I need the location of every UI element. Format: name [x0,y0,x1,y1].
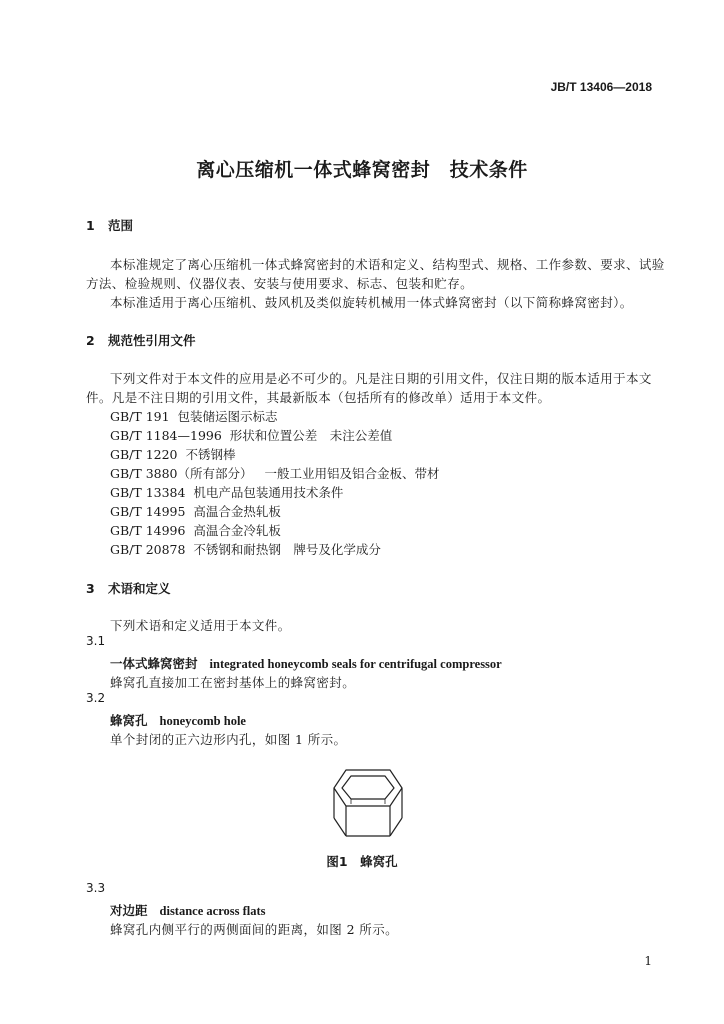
reference-item [110,445,235,463]
section-number: 2 [86,333,95,348]
scope-paragraph-line-1: 本标准规定了离心压缩机一体式蜂窝密封的术语和定义、结构型式、规格、工作参数、要求、试验 [110,257,665,272]
reference-code: GB/T 1184—1996 [110,428,222,443]
section-1-heading [86,216,133,234]
reference-code: GB/T 13384 [110,485,186,500]
terms-intro: 下列术语和定义适用于本文件。 [110,618,291,633]
reference-code: GB/T 3880（所有部分） [110,466,253,481]
reference-code: GB/T 191 [110,409,170,424]
scope-paragraph-2: 本标准适用于离心压缩机、鼓风机及类似旋转机械用一体式蜂窝密封（以下简称蜂窝密封）。 [110,295,633,310]
term-heading [110,654,502,672]
document-title: 离心压缩机一体式蜂窝密封 技术条件 [196,159,528,181]
reference-code: GB/T 1220 [110,447,178,462]
reference-title: 机电产品包装通用技术条件 [193,485,344,500]
reference-code: GB/T 20878 [110,542,186,557]
section-2-heading [86,331,196,349]
term-english: distance across flats [159,904,266,918]
references-intro-line-1: 下列文件对于本文件的应用是必不可少的。凡是注日期的引用文件，仅注日期的版本适用于本文 [110,371,652,386]
reference-item [110,407,278,425]
term-definition: 蜂窝孔内侧平行的两侧面间的距离，如图 2 所示。 [110,922,399,937]
term-english: integrated honeycomb seals for centrifugal compressor [209,657,502,671]
page-number: 1 [644,954,652,968]
term-chinese: 蜂窝孔 [110,713,148,728]
reference-title: 不锈钢和耐热钢 牌号及化学成分 [193,542,381,557]
term-heading [110,901,266,919]
reference-item [110,540,381,558]
figure-1-caption: 图1 蜂窝孔 [326,854,398,869]
reference-title: 包装储运图示标志 [177,409,278,424]
term-chinese: 对边距 [110,903,148,918]
section-number: 3 [86,581,95,596]
term-heading [110,711,246,729]
reference-title: 高温合金冷轧板 [193,523,281,538]
reference-title: 不锈钢棒 [185,447,236,462]
section-title: 规范性引用文件 [108,333,196,348]
term-number: 3.2 [86,691,106,705]
standard-code: JB/T 13406—2018 [550,80,652,94]
term-chinese: 一体式蜂窝密封 [110,656,198,671]
term-english: honeycomb hole [159,714,246,728]
section-3-heading [86,579,171,597]
reference-title: 一般工业用铝及铝合金板、带材 [264,466,440,481]
honeycomb-hole-figure [330,764,410,840]
term-number: 3.3 [86,881,106,895]
term-definition: 蜂窝孔直接加工在密封基体上的蜂窝密封。 [110,675,356,690]
reference-item [110,502,281,520]
reference-item [110,483,343,501]
references-intro-line-2: 件。凡是不注日期的引用文件，其最新版本（包括所有的修改单）适用于本文件。 [86,390,551,405]
hexagon-top-inner [342,776,394,799]
scope-paragraph-line-2: 方法、检验规则、仪器仪表、安装与使用要求、标志、包装和贮存。 [86,276,474,291]
reference-title: 高温合金热轧板 [193,504,281,519]
reference-title: 形状和位置公差 未注公差值 [229,428,393,443]
term-definition: 单个封闭的正六边形内孔，如图 1 所示。 [110,732,347,747]
reference-code: GB/T 14995 [110,504,186,519]
section-title: 术语和定义 [108,581,171,596]
section-title: 范围 [108,218,134,233]
section-number: 1 [86,218,95,233]
reference-item [110,521,281,539]
reference-code: GB/T 14996 [110,523,186,538]
reference-item [110,464,439,482]
term-number: 3.1 [86,634,106,648]
reference-item [110,426,392,444]
